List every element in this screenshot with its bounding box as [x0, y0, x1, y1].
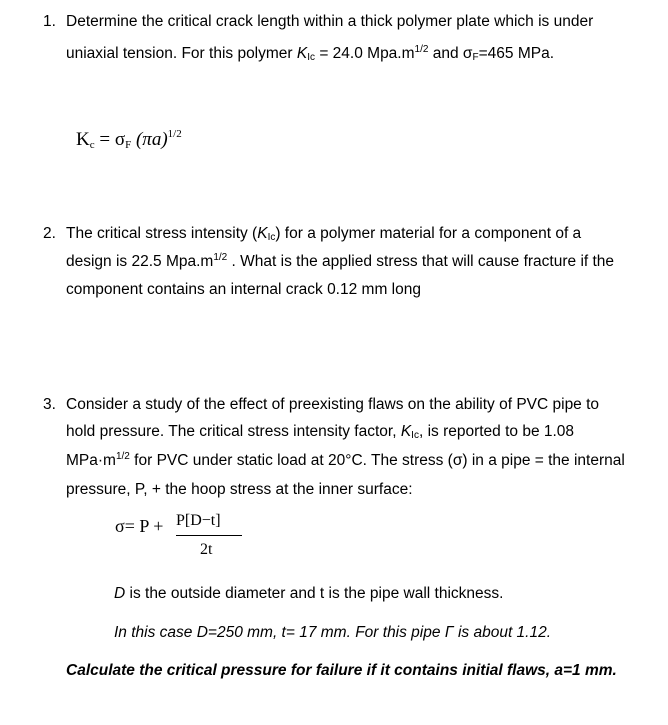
- q1-line2-a: uniaxial tension. For this polymer: [66, 45, 297, 62]
- q2-line2-b: . What is the applied stress that will cause fracture if the: [227, 253, 615, 270]
- q1-number: 1.: [43, 13, 56, 30]
- q3-case-text: In this case D=250 mm, t= 17 mm. For this pipe: [114, 624, 445, 641]
- q1-line2-c: and: [428, 45, 463, 62]
- q2-line2-a: design is 22.5 Mpa.m: [66, 253, 214, 270]
- q3-desc-rest: is the outside diameter and t is the pipe wall thickness.: [125, 585, 504, 602]
- q3-line2: [66, 423, 574, 441]
- q1-line2-sigsub: F: [472, 52, 479, 63]
- q3-number: 3.: [43, 396, 56, 413]
- q3-line2-b: , is reported to be 1.08: [418, 423, 575, 440]
- q1-line2-k: K: [296, 45, 308, 62]
- q2-line2-sup: 1/2: [213, 252, 228, 263]
- q3-line2-k: K: [400, 423, 412, 440]
- q2-line3: component contains an internal crack 0.12 mm long: [66, 281, 421, 298]
- q3-line3: [66, 452, 625, 470]
- q2-line1-ksub: Ic: [267, 232, 276, 243]
- q1-line2-ksub: Ic: [307, 52, 316, 63]
- q3-line3-sup: 1/2: [115, 451, 130, 462]
- q1-eq-k: K: [76, 129, 90, 150]
- q3-calculate: Calculate the critical pressure for failure if it contains initial flaws, a=1 mm.: [66, 662, 617, 679]
- q3-line3-b: for PVC under static load at 20°C. The stress (σ) in a pipe = the internal: [129, 452, 625, 469]
- q1-equation: [76, 128, 182, 151]
- q3-description: [114, 585, 503, 603]
- q1-line2-sup: 1/2: [414, 44, 429, 55]
- q1-eq-sup: 1/2: [167, 128, 182, 140]
- q3-line4: pressure, P, + the hoop stress at the inner surface:: [66, 481, 413, 498]
- q3-equation-denominator: 2t: [200, 541, 213, 558]
- q2-line1-b: ) for a polymer material for a component of a: [275, 225, 582, 242]
- q3-case-end: is about 1.12.: [453, 624, 552, 641]
- q1-line2-b: = 24.0 Mpa.m: [315, 45, 415, 62]
- q3-line2-a: hold pressure. The critical stress intensity factor,: [66, 423, 401, 440]
- q3-fraction-bar: [176, 535, 242, 536]
- q3-line1: Consider a study of the effect of preexisting flaws on the ability of PVC pipe to: [66, 396, 600, 413]
- q1-eq-eq: = σ: [94, 129, 126, 150]
- q3-desc-d: D: [114, 585, 126, 602]
- q3-equation-lhs: σ= P +: [115, 516, 164, 536]
- q3-case-gamma: Γ: [444, 624, 454, 641]
- q2-line1-a: The critical stress intensity (: [66, 225, 258, 242]
- q1-eq-sigsub: F: [125, 139, 132, 151]
- q1-line2: [66, 45, 554, 63]
- q3-line3-a: MPa: [66, 452, 98, 469]
- q3-line2-ksub: Ic: [411, 430, 419, 441]
- q2-line1-k: K: [257, 225, 268, 242]
- q3-line3-dot: ·: [97, 452, 104, 469]
- q1-eq-paren: (πa): [131, 129, 168, 150]
- q1-line2-d: =465 MPa.: [478, 45, 555, 62]
- q1-eq-ksub: c: [89, 139, 95, 151]
- q2-number: 2.: [43, 225, 56, 242]
- q2-line2: [66, 253, 614, 271]
- q3-line3-m: m: [103, 452, 116, 469]
- q3-case: [114, 624, 551, 642]
- q1-line2-sigma: σ: [462, 45, 473, 62]
- q3-equation-numerator: P[D−t]: [176, 512, 221, 529]
- q2-line1: [66, 225, 581, 243]
- q1-line1: Determine the critical crack length within a thick polymer plate which is under: [66, 13, 594, 30]
